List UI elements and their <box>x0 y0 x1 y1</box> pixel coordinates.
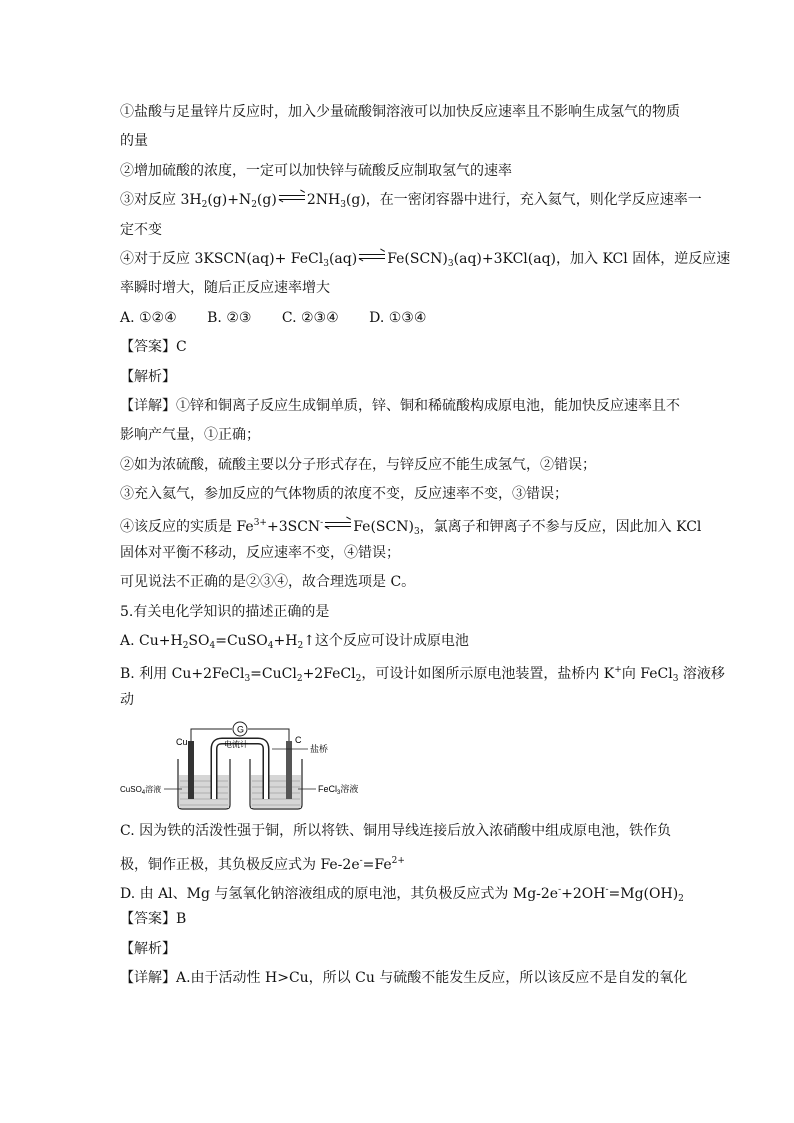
statement-3-cont <box>120 216 680 245</box>
subscript: 3 <box>244 674 251 685</box>
equilibrium-arrow-icon <box>359 252 385 262</box>
text: ，氯离子和钾离子不参与反应，因此加入 KCl <box>419 519 702 536</box>
text: ④对于反应 3KSCN(aq)+ FeCl <box>120 250 324 267</box>
statement-2-text: ②增加硫酸的浓度，一定可以加快锌与硫酸反应制取氢气的速率 <box>120 162 512 179</box>
superscript: 3+ <box>253 518 267 529</box>
superscript: - <box>558 884 562 895</box>
statement-1-cont <box>120 127 680 156</box>
text: C. 因为铁的活泼性强于铜，所以将铁、铜用导线连接后放入浓硝酸中组成原电池，铁作负 <box>120 823 672 840</box>
text: 5.有关电化学知识的描述正确的是 <box>120 603 330 620</box>
left-solution-label: CuSO$_4$溶液 <box>120 785 162 797</box>
text: 率瞬时增大，随后正反应速率增大 <box>120 280 330 297</box>
c-label: C <box>295 735 302 746</box>
subscript: 2 <box>182 641 189 652</box>
subscript: 2 <box>297 641 304 652</box>
q4-answer <box>120 333 680 362</box>
statement-4 <box>120 245 731 274</box>
text: Fe(SCN) <box>353 519 414 536</box>
text: ④该反应的实质是 Fe <box>120 519 254 536</box>
q4-detail-2 <box>120 451 680 480</box>
cu-label: Cu <box>176 737 188 748</box>
text: (g) <box>256 192 277 209</box>
text: 影响产气量，①正确； <box>120 427 260 444</box>
q4-options <box>120 304 680 333</box>
text: +H <box>273 633 298 650</box>
superscript: - <box>605 884 609 895</box>
subscript: 2 <box>251 200 257 211</box>
q4-detail-4-cont <box>120 539 680 568</box>
text: A. Cu+H <box>120 633 183 650</box>
right-solution-label: FeCl$_3$溶液 <box>318 784 359 797</box>
superscript: + <box>614 665 622 676</box>
text: (g)+N <box>207 192 252 209</box>
statement-2 <box>120 157 680 186</box>
superscript: - <box>359 855 363 866</box>
statement-1-text: ①盐酸与足量锌片反应时，加入少量硫酸铜溶液可以加快反应速率且不影响生成氢气的物质 <box>120 104 680 120</box>
q5-option-b-cont <box>120 686 680 715</box>
galvanic-cell-svg <box>120 719 420 815</box>
subscript: 3 <box>323 258 329 269</box>
q4-detail-1 <box>120 392 680 421</box>
option-c: C. ②③④ <box>281 309 339 326</box>
text: +3SCN <box>266 519 321 536</box>
meter-label: 电流计 <box>224 740 248 750</box>
q4-detail-4 <box>120 509 702 538</box>
subscript: 3 <box>447 258 454 269</box>
text: 可见说法不正确的是②③④，故合理选项是 C。 <box>120 574 416 591</box>
text: (g)，在一密闭容器中进行，充入氦气，则化学反应速率一 <box>345 192 702 209</box>
equilibrium-arrow-icon <box>325 520 351 530</box>
text: 极，铜作正极，其负极反应式为 Fe-2e <box>120 856 360 873</box>
analysis-text: 【解析】 <box>120 940 176 957</box>
subscript: 3 <box>672 674 679 685</box>
text: =CuCl <box>250 666 297 683</box>
subscript: 2 <box>678 893 684 904</box>
statement-4-cont <box>120 274 680 303</box>
text: ③对反应 3H <box>120 192 202 209</box>
subscript: 2 <box>201 200 208 211</box>
q5-answer <box>120 905 680 934</box>
c-electrode <box>286 741 292 799</box>
subscript: 2 <box>355 674 362 685</box>
subscript: 4 <box>209 641 216 652</box>
q4-detail-1-cont <box>120 421 680 450</box>
q4-analysis-heading <box>120 363 680 392</box>
text: Fe(SCN) <box>387 250 448 267</box>
q5-option-c-cont <box>120 847 680 876</box>
subscript: 4 <box>267 641 274 652</box>
option-a: A. ①②④ <box>120 309 177 326</box>
text: 向 FeCl <box>621 666 673 683</box>
equilibrium-arrow-icon <box>279 193 305 203</box>
answer-text: 【答案】B <box>120 911 187 928</box>
text: =CuSO <box>215 633 268 650</box>
text: 【详解】①锌和铜离子反应生成铜单质，锌、铜和稀硫酸构成原电池，能加快反应速率且不 <box>120 397 680 414</box>
option-d: D. ①③④ <box>369 309 427 326</box>
text: ↑这个反应可设计成原电池 <box>303 633 469 650</box>
q4-detail-3 <box>120 480 680 509</box>
superscript: 2+ <box>391 855 405 866</box>
subscript: 3 <box>413 527 420 538</box>
text: D. 由 Al、Mg 与氢氧化钠溶液组成的原电池，其负极反应式为 Mg-2e <box>120 885 559 902</box>
text: 2NH <box>306 192 341 209</box>
galvanic-cell-diagram <box>120 719 680 815</box>
q5-detail <box>120 964 688 993</box>
analysis-text: 【解析】 <box>120 368 176 385</box>
option-b: B. ②③ <box>207 309 252 326</box>
text: 溶液移 <box>678 666 725 683</box>
cu-electrode <box>188 741 194 799</box>
text: 动 <box>120 691 134 708</box>
text: +2FeCl <box>302 666 356 683</box>
right-solution <box>251 775 301 808</box>
subscript: 3 <box>340 200 346 211</box>
text: 固体对平衡不移动，反应速率不变，④错误； <box>120 544 400 561</box>
answer-text: 【答案】C <box>120 339 187 356</box>
galvanometer-label: G <box>237 724 245 735</box>
q4-conclusion <box>120 568 680 597</box>
text: =Fe <box>362 856 392 873</box>
left-solution <box>179 775 229 808</box>
text: 【详解】A.由于活动性 H>Cu，所以 Cu 与硫酸不能发生反应，所以该反应不是自发的氧化 <box>120 970 688 987</box>
text: ③充入氦气，参加反应的气体物质的浓度不变，反应速率不变，③错误； <box>120 486 568 503</box>
statement-1 <box>120 98 680 127</box>
statement-1-text-cont: 的量 <box>120 133 148 150</box>
text: SO <box>188 633 210 650</box>
q5-stem <box>120 598 680 627</box>
text: (aq)+3KCl(aq)，加入 KCl 固体，逆反应速 <box>453 250 731 267</box>
text: (aq) <box>328 250 358 267</box>
text: =Mg(OH) <box>608 885 679 902</box>
q5-option-c <box>120 817 680 846</box>
text: 定不变 <box>120 221 162 238</box>
superscript: - <box>320 518 324 529</box>
text: +2OH <box>561 885 606 902</box>
q5-option-d <box>120 876 684 905</box>
q5-option-a <box>120 627 680 656</box>
text: ②如为浓硫酸，硫酸主要以分子形式存在，与锌反应不能生成氢气，②错误； <box>120 456 596 473</box>
q5-option-b <box>120 656 725 685</box>
q5-analysis-heading <box>120 935 680 964</box>
statement-3 <box>120 186 702 215</box>
bridge-label: 盐桥 <box>310 744 329 755</box>
document-page <box>120 98 731 994</box>
subscript: 2 <box>296 674 303 685</box>
text: ，可设计如图所示原电池装置，盐桥内 K <box>361 666 615 683</box>
text: B. 利用 Cu+2FeCl <box>120 666 245 683</box>
